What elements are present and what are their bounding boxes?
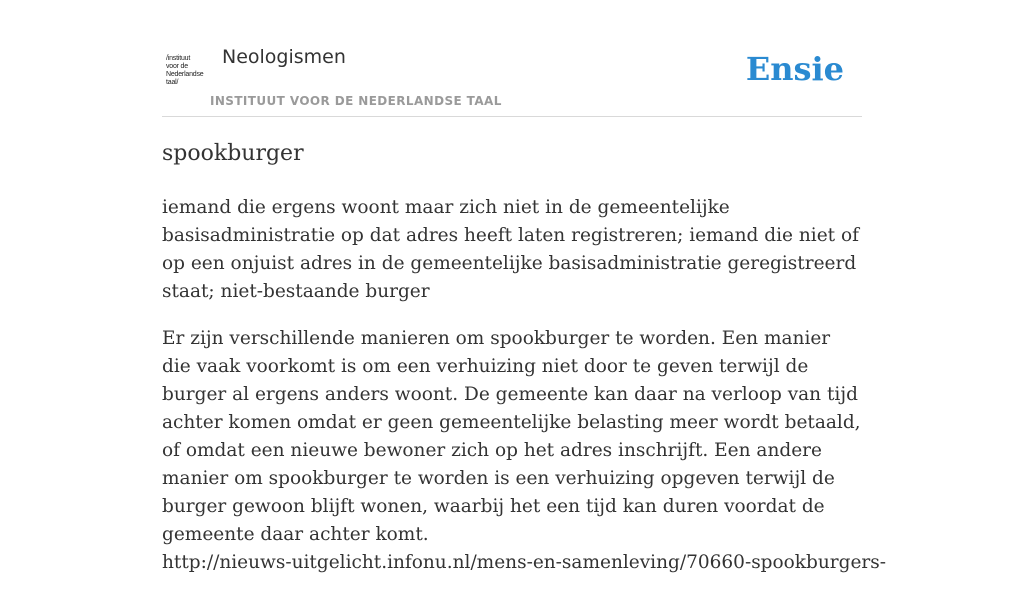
source-link[interactable]: http://nieuws-uitgelicht.infonu.nl/mens-en-samenleving/70660-spookburgers- (162, 552, 886, 573)
logo-line: taal/ (166, 79, 179, 86)
institute-name: INSTITUUT VOOR DE NEDERLANDSE TAAL (210, 94, 502, 108)
header (162, 40, 862, 117)
site-title[interactable]: Neologismen (222, 46, 346, 68)
entry-term: spookburger (162, 141, 304, 166)
logo-line: Nederlandse (166, 71, 204, 78)
example-text: Er zijn verschillende manieren om spookburger te worden. Een manier die vaak voorkomt is om een verhuizing niet door te geven terwijl de burger al ergens anders woont. De gemeente kan daar na verloop van tijd achter komen omdat er geen gemeentelijke belasting meer wordt betaald, of omdat een nieuwe bewoner zich op het adres inschrijft. Een andere manier om spookburger te worden is een verhuizing opgeven terwijl de burger gewoon blijft wonen, waarbij het een tijd kan duren voordat de gemeente daar achter komt. (162, 328, 861, 545)
logo-line: /instituut (166, 55, 191, 62)
logo-line: voor de (166, 63, 188, 70)
entry-example (162, 325, 886, 577)
entry-definition: iemand die ergens woont maar zich niet in de gemeentelijke basisadministratie op dat adres heeft laten registreren; iemand die niet of op een onjuist adres in de gemeentelijke basisadministratie geregistreerd staat; niet-bestaande burger (162, 197, 859, 302)
ivdnt-logo[interactable] (166, 55, 208, 89)
entry-content (162, 138, 886, 596)
ensie-brand-link[interactable]: Ensie (745, 50, 844, 88)
